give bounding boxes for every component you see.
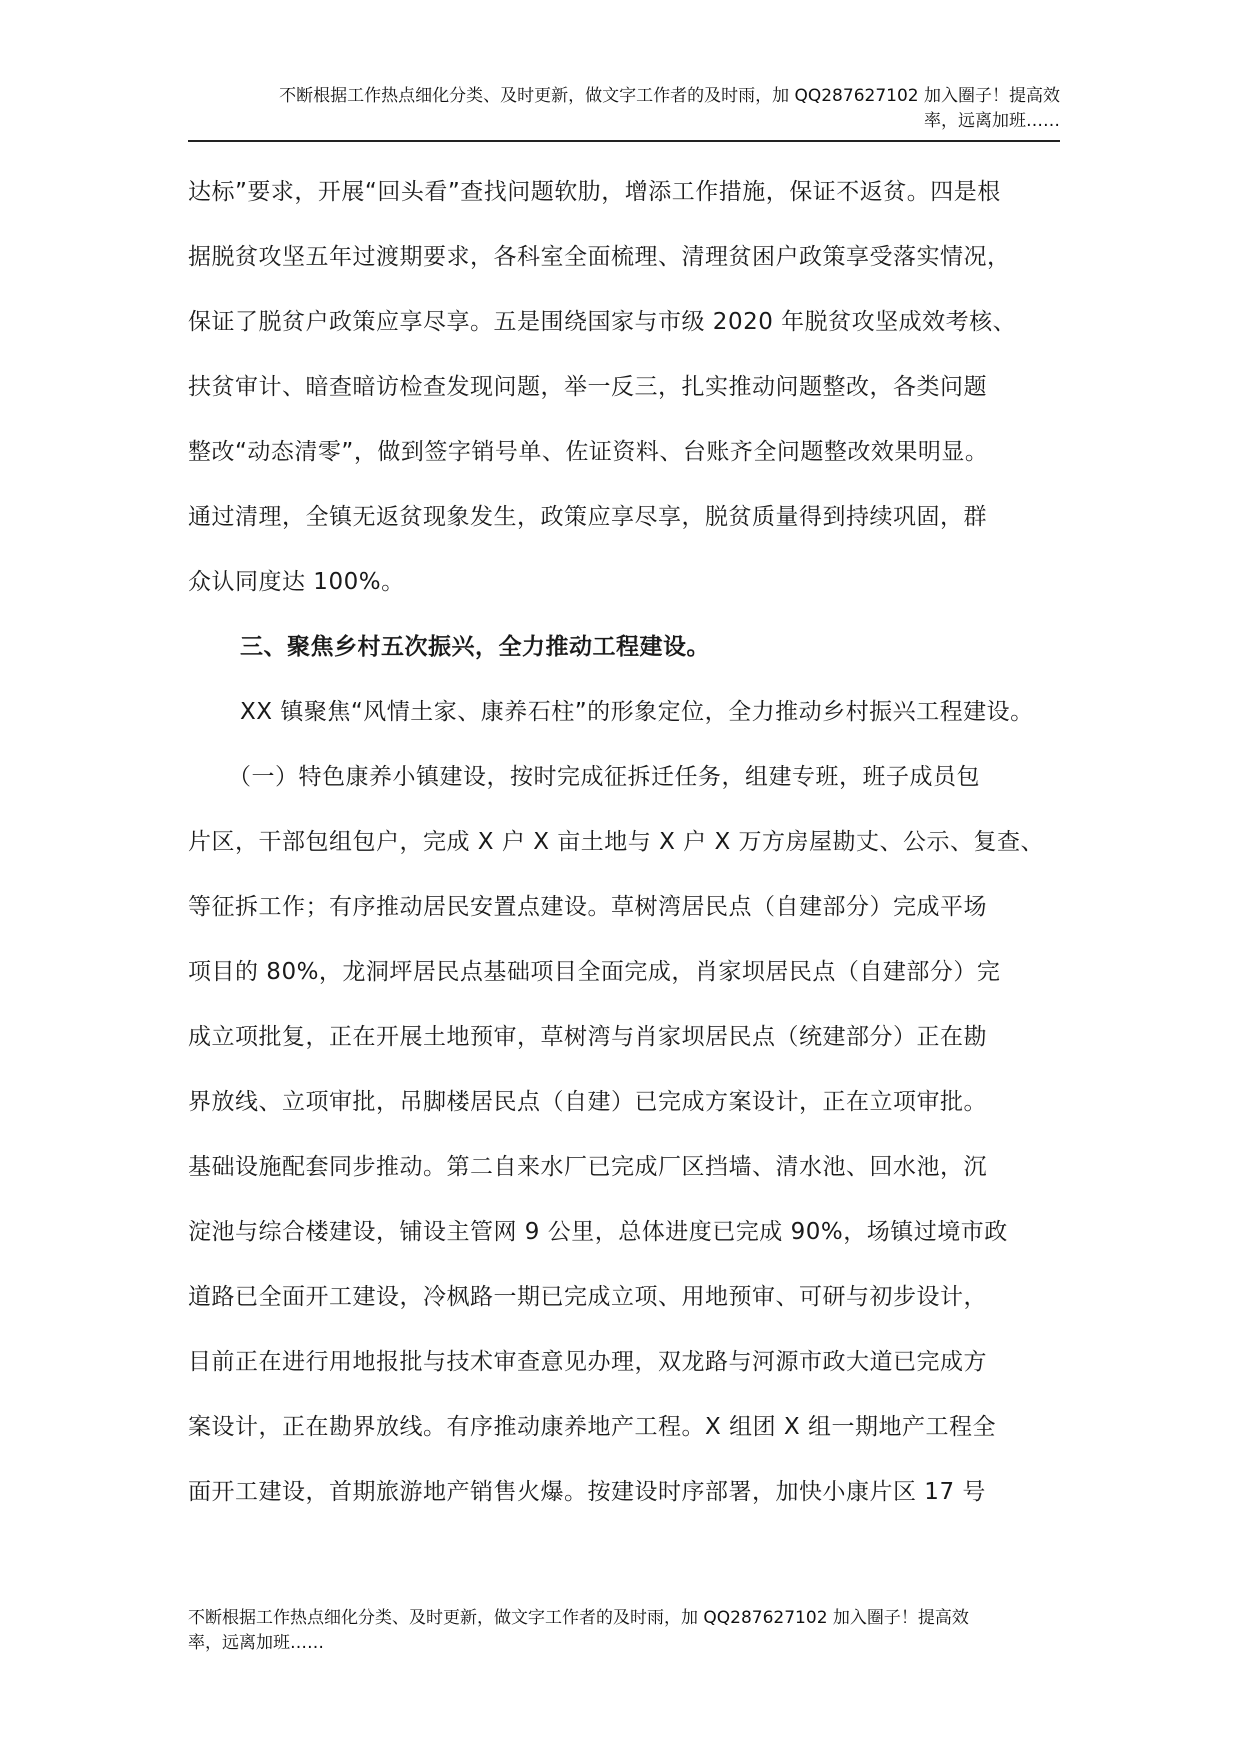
- body-line: 界放线、立项审批，吊脚楼居民点（自建）已完成方案设计，正在立项审批。: [188, 1089, 987, 1115]
- body-line: 通过清理，全镇无返贫现象发生，政策应享尽享，脱贫质量得到持续巩固，群: [188, 504, 987, 530]
- body-line: 等征拆工作；有序推动居民安置点建设。草树湾居民点（自建部分）完成平场: [188, 894, 987, 920]
- header-divider: [188, 140, 1060, 142]
- section-heading: 三、聚焦乡村五次振兴，全力推动工程建设。: [240, 634, 710, 660]
- body-line: 目前正在进行用地报批与技术审查意见办理，双龙路与河源市政大道已完成方: [188, 1349, 987, 1375]
- paragraph-first-line: （一）特色康养小镇建设，按时完成征拆迁任务，组建专班，班子成员包: [228, 764, 980, 790]
- body-line: 项目的 80%，龙洞坪居民点基础项目全面完成，肖家坝居民点（自建部分）完: [188, 959, 1001, 985]
- body-line: 保证了脱贫户政策应享尽享。五是围绕国家与市级 2020 年脱贫攻坚成效考核、: [188, 309, 1017, 335]
- body-line: 基础设施配套同步推动。第二自来水厂已完成厂区挡墙、清水池、回水池，沉: [188, 1154, 987, 1180]
- page-footer: [188, 1606, 1060, 1656]
- body-line: 扶贫审计、暗查暗访检查发现问题，举一反三，扎实推动问题整改，各类问题: [188, 374, 987, 400]
- footer-line-1: 不断根据工作热点细化分类、及时更新，做文字工作者的及时雨，加 QQ287627102 加入圈子！提高效: [188, 1608, 969, 1628]
- body-line: 据脱贫攻坚五年过渡期要求，各科室全面梳理、清理贫困户政策享受落实情况，: [188, 244, 1011, 270]
- body-line: 案设计，正在勘界放线。有序推动康养地产工程。X 组团 X 组一期地产工程全: [188, 1414, 996, 1440]
- paragraph-first-line: XX 镇聚焦“风情土家、康养石柱”的形象定位，全力推动乡村振兴工程建设。: [240, 699, 1034, 725]
- body-line: 面开工建设，首期旅游地产销售火爆。按建设时序部署，加快小康片区 17 号: [188, 1479, 986, 1505]
- document-body: [188, 160, 1068, 1525]
- body-line: 成立项批复，正在开展土地预审，草树湾与肖家坝居民点（统建部分）正在勘: [188, 1024, 987, 1050]
- body-line: 达标”要求，开展“回头看”查找问题软肋，增添工作措施，保证不返贫。四是根: [188, 179, 1001, 205]
- body-line: 淀池与综合楼建设，铺设主管网 9 公里，总体进度已完成 90%，场镇过境市政: [188, 1219, 1008, 1245]
- header-line-2: 率，远离加班……: [924, 111, 1060, 131]
- body-line: 片区，干部包组包户，完成 X 户 X 亩土地与 X 户 X 万方房屋勘丈、公示、复查、: [188, 829, 1045, 855]
- body-line: 整改“动态清零”，做到签字销号单、佐证资料、台账齐全问题整改效果明显。: [188, 439, 989, 465]
- body-line: 道路已全面开工建设，冷枫路一期已完成立项、用地预审、可研与初步设计，: [188, 1284, 987, 1310]
- footer-line-2: 率，远离加班……: [188, 1633, 324, 1653]
- body-line: 众认同度达 100%。: [188, 569, 405, 595]
- page-header: [188, 84, 1060, 134]
- header-line-1: 不断根据工作热点细化分类、及时更新，做文字工作者的及时雨，加 QQ287627102 加入圈子！提高效: [279, 86, 1060, 106]
